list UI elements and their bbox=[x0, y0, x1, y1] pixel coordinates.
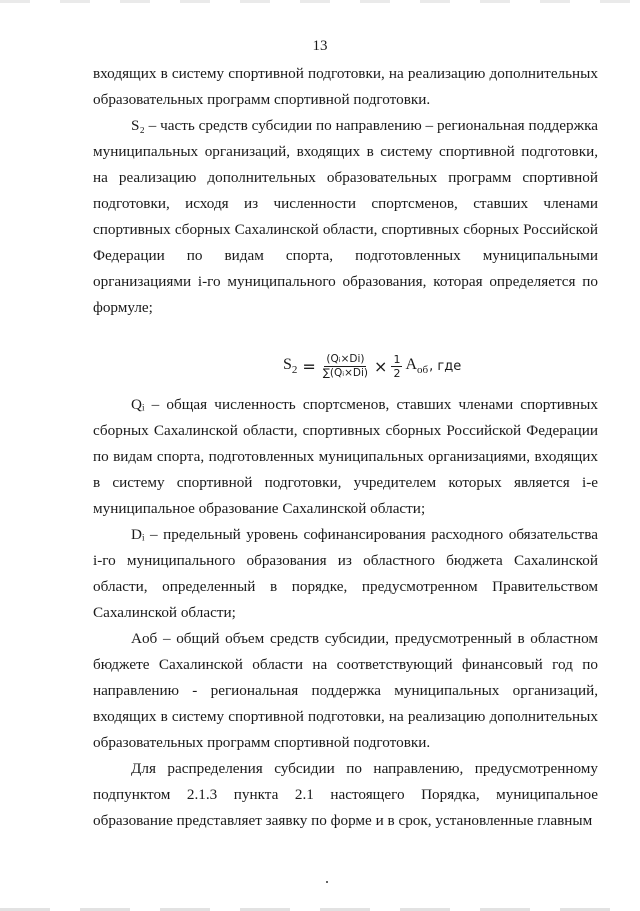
formula-s2 bbox=[283, 346, 461, 386]
paragraph-aob-definition: Aоб – общий объем средств субсидии, предусмотренный в областном бюджете Сахалинской области на соответствующий финансовый год по направлению - региональная поддержка муниципальных организаций, входящих в систему спортивной подготовки, на реализацию дополнительных образовательных программ спортивной подготовки. bbox=[93, 630, 598, 751]
formula-half bbox=[391, 353, 402, 380]
formula-tail: , где bbox=[429, 358, 462, 374]
scan-edge-top bbox=[0, 0, 640, 3]
paragraph-di-definition: Dᵢ – предельный уровень софинансирования расходного обязательства i-го муниципального образования из областного бюджета Сахалинской области, определенный в порядке, предусмотренном Правительством Сахалинской области; bbox=[93, 526, 598, 621]
paragraph-continuation: входящих в систему спортивной подготовки, на реализацию дополнительных образовательных программ спортивной подготовки. bbox=[93, 65, 598, 108]
fraction-denominator: ∑(Qᵢ×Di) bbox=[322, 366, 369, 379]
formula-times: × bbox=[374, 356, 388, 376]
scan-speck bbox=[326, 881, 328, 883]
paragraph-qi-definition: Qᵢ – общая численность спортсменов, ставших членами спортивных сборных Сахалинской области, спортивных сборных Российской Федерации по видам спорта, подготовленных муниципальных организациями, входящих в систему спортивной подготовки, учредителем которых является i-е муниципальное образование Сахалинской области; bbox=[93, 396, 598, 517]
formula-lhs: $S_2$ bbox=[283, 355, 298, 377]
formula-fraction bbox=[321, 353, 370, 380]
text-block-bottom bbox=[93, 392, 598, 834]
half-denominator: 2 bbox=[393, 366, 401, 380]
formula-equals: = bbox=[302, 356, 316, 376]
half-numerator: 1 bbox=[393, 352, 401, 366]
fraction-numerator: (Qᵢ×Di) bbox=[326, 352, 365, 365]
paragraph-s2-definition: S₂ – часть средств субсидии по направлению – региональная поддержка муниципальных организаций, входящих в систему спортивной подготовки, на реализацию дополнительных образовательных программ спортивной подготовки, исходя из численности спортсменов, ставших членами спортивных сборных Сахалинской области, спортивных сборных Российской Федерации по видам спорта, подготовленных муниципальными организациями i-го муниципального образования, которая определяется по формуле; bbox=[93, 117, 598, 316]
paragraph-distribution: Для распределения субсидии по направлению, предусмотренному подпунктом 2.1.3 пункта 2.1 настоящего Порядка, муниципальное образование представляет заявку по форме и в срок, установленные главным bbox=[93, 760, 598, 829]
text-block-top bbox=[93, 61, 598, 321]
formula-term: $A_{об}$ bbox=[405, 355, 429, 377]
page-number: 13 bbox=[312, 38, 328, 54]
